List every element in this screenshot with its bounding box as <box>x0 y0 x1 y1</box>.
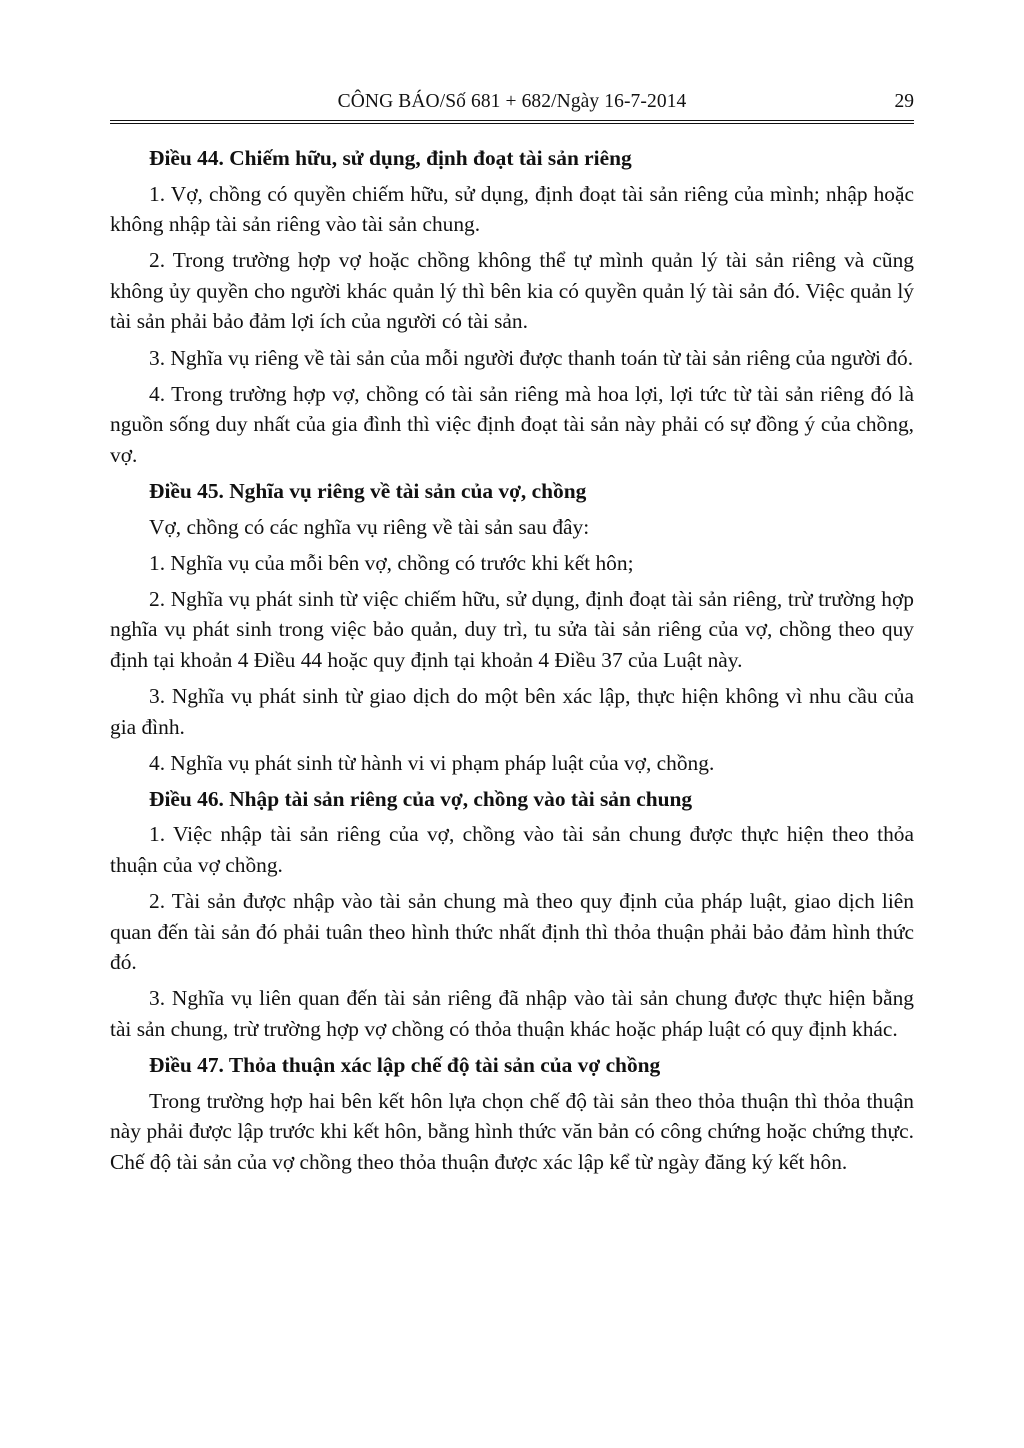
article-paragraph: Vợ, chồng có các nghĩa vụ riêng về tài sản sau đây: <box>149 514 590 539</box>
article-title: Điều 46. Nhập tài sản riêng của vợ, chồng vào tài sản chung <box>149 786 693 811</box>
article-47 <box>110 1050 914 1177</box>
header-double-rule <box>110 120 914 124</box>
document-page <box>110 88 914 1183</box>
article-title: Điều 45. Nghĩa vụ riêng về tài sản của vợ, chồng <box>149 478 587 503</box>
article-paragraph: 2. Nghĩa vụ phát sinh từ việc chiếm hữu, sử dụng, định đoạt tài sản riêng, trừ trường hợp nghĩa vụ phát sinh trong việc bảo quản, duy trì, tu sửa tài sản riêng của vợ, chồng theo quy định tại khoản 4 Điều 44 hoặc quy định tại khoản 4 Điều 37 của Luật này. <box>110 586 914 672</box>
article-paragraph: Trong trường hợp hai bên kết hôn lựa chọn chế độ tài sản theo thỏa thuận thì thỏa thuận này phải được lập trước khi kết hôn, bằng hình thức văn bản có công chứng hoặc chứng thực. Chế độ tài sản của vợ chồng theo thỏa thuận được xác lập kể từ ngày đăng ký kết hôn. <box>110 1088 914 1174</box>
document-body <box>110 143 914 1177</box>
article-paragraph: 2. Trong trường hợp vợ hoặc chồng không thể tự mình quản lý tài sản riêng và cũng không ủy quyền cho người khác quản lý thì bên kia có quyền quản lý tài sản đó. Việc quản lý tài sản phải bảo đảm lợi ích của người có tài sản. <box>110 248 914 334</box>
article-paragraph: 3. Nghĩa vụ liên quan đến tài sản riêng đã nhập vào tài sản chung được thực hiện bằng tài sản chung, trừ trường hợp vợ chồng có thỏa thuận khác hoặc pháp luật có quy định khác. <box>110 986 914 1041</box>
article-paragraph: 4. Nghĩa vụ phát sinh từ hành vi vi phạm pháp luật của vợ, chồng. <box>149 750 715 775</box>
article-paragraph: 2. Tài sản được nhập vào tài sản chung mà theo quy định của pháp luật, giao dịch liên quan đến tài sản đó phải tuân theo hình thức nhất định thì thỏa thuận phải bảo đảm hình thức đó. <box>110 889 914 975</box>
gazette-header-title: CÔNG BÁO/Số 681 + 682/Ngày 16-7-2014 <box>337 91 687 112</box>
article-45 <box>110 476 914 778</box>
article-paragraph: 1. Vợ, chồng có quyền chiếm hữu, sử dụng, định đoạt tài sản riêng của mình; nhập hoặc không nhập tài sản riêng vào tài sản chung. <box>110 181 914 237</box>
article-paragraph: 4. Trong trường hợp vợ, chồng có tài sản riêng mà hoa lợi, lợi tức từ tài sản riêng đó là nguồn sống duy nhất của gia đình thì việc định đoạt tài sản này phải có sự đồng ý của chồng, vợ. <box>110 381 914 467</box>
page-number: 29 <box>894 91 914 112</box>
article-title: Điều 47. Thỏa thuận xác lập chế độ tài sản của vợ chồng <box>149 1053 661 1078</box>
article-44 <box>110 143 914 470</box>
article-paragraph: 1. Nghĩa vụ của mỗi bên vợ, chồng có trước khi kết hôn; <box>149 550 634 575</box>
article-paragraph: 1. Việc nhập tài sản riêng của vợ, chồng vào tài sản chung được thực hiện theo thỏa thuận của vợ chồng. <box>110 822 914 877</box>
article-paragraph: 3. Nghĩa vụ phát sinh từ giao dịch do một bên xác lập, thực hiện không vì nhu cầu của gia đình. <box>110 684 914 739</box>
article-paragraph: 3. Nghĩa vụ riêng về tài sản của mỗi người được thanh toán từ tài sản riêng của người đó. <box>149 345 914 370</box>
article-46 <box>110 784 914 1045</box>
page-header <box>110 88 914 116</box>
article-title: Điều 44. Chiếm hữu, sử dụng, định đoạt tài sản riêng <box>149 146 632 170</box>
